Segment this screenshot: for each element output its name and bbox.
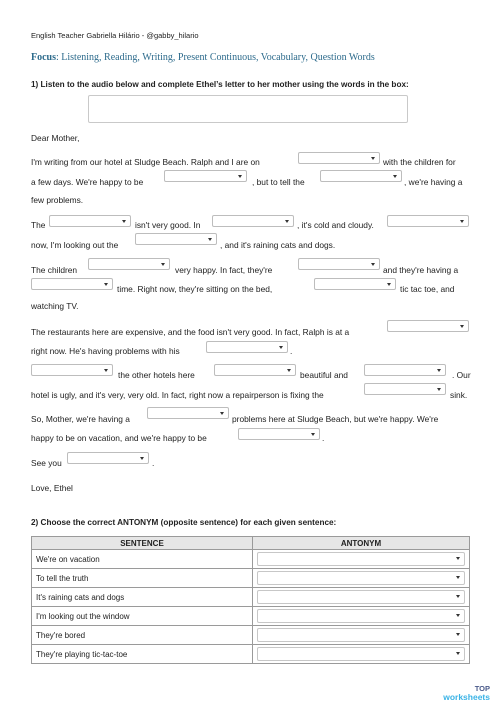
sentence-cell: We're on vacation xyxy=(32,550,253,569)
letter-text: , we're having a xyxy=(404,177,463,187)
blank-dropdown-4[interactable] xyxy=(49,215,131,227)
antonym-dropdown[interactable] xyxy=(257,609,465,623)
salutation: Dear Mother, xyxy=(31,133,80,143)
blank-dropdown-16[interactable] xyxy=(364,364,446,376)
letter-text: few problems. xyxy=(31,195,84,205)
blank-dropdown-11[interactable] xyxy=(314,278,396,290)
antonym-cell xyxy=(253,588,470,607)
letter-text: , it's cold and cloudy. xyxy=(297,220,374,230)
letter-text: with the children for xyxy=(383,157,456,167)
letter-text: happy to be on vacation, and we're happy to be xyxy=(31,433,207,443)
section2-title: 2) Choose the correct ANTONYM (opposite sentence) for each given sentence: xyxy=(31,518,337,527)
letter-text: now, I'm looking out the xyxy=(31,240,119,250)
blank-dropdown-15[interactable] xyxy=(214,364,296,376)
logo-top: TOP xyxy=(474,684,490,693)
audio-player[interactable] xyxy=(88,95,408,123)
antonym-table xyxy=(31,536,470,664)
blank-dropdown-19[interactable] xyxy=(238,428,320,440)
blank-dropdown-2[interactable] xyxy=(164,170,247,182)
letter-text: The children xyxy=(31,265,78,275)
antonym-cell xyxy=(253,645,470,664)
focus-text: : Listening, Reading, Writing, Present Continuous, Vocabulary, Question Words xyxy=(56,52,375,63)
letter-text: the other hotels here xyxy=(118,370,195,380)
table-row xyxy=(32,645,470,664)
letter-text: The xyxy=(31,220,46,230)
blank-dropdown-8[interactable] xyxy=(88,258,170,270)
letter-text: . xyxy=(290,346,293,356)
column-header-antonym: ANTONYM xyxy=(253,537,470,550)
antonym-dropdown[interactable] xyxy=(257,552,465,566)
blank-dropdown-7[interactable] xyxy=(135,233,217,245)
letter-text: sink. xyxy=(450,390,468,400)
column-header-sentence: SENTENCE xyxy=(32,537,253,550)
antonym-dropdown[interactable] xyxy=(257,647,465,661)
antonym-cell xyxy=(253,626,470,645)
topworksheets-logo xyxy=(443,685,490,701)
antonym-cell xyxy=(253,607,470,626)
table-row xyxy=(32,550,470,569)
letter-text: problems here at Sludge Beach, but we're happy. We're xyxy=(232,414,439,424)
letter-text: tic tac toe, and xyxy=(400,284,455,294)
letter-text: time. Right now, they're sitting on the bed, xyxy=(117,284,273,294)
antonym-cell xyxy=(253,569,470,588)
blank-dropdown-9[interactable] xyxy=(298,258,380,270)
focus-line xyxy=(31,52,375,63)
blank-dropdown-10[interactable] xyxy=(31,278,113,290)
closing: Love, Ethel xyxy=(31,483,73,493)
blank-dropdown-20[interactable] xyxy=(67,452,149,464)
antonym-cell xyxy=(253,550,470,569)
letter-text: So, Mother, we're having a xyxy=(31,414,130,424)
sentence-cell: They're bored xyxy=(32,626,253,645)
author-header: English Teacher Gabriella Hilário - @gabby_hilario xyxy=(31,31,199,40)
table-row xyxy=(32,588,470,607)
blank-dropdown-3[interactable] xyxy=(320,170,402,182)
letter-text: . xyxy=(322,433,325,443)
sentence-cell: They're playing tic-tac-toe xyxy=(32,645,253,664)
sentence-cell: It's raining cats and dogs xyxy=(32,588,253,607)
sentence-cell: To tell the truth xyxy=(32,569,253,588)
letter-text: hotel is ugly, and it's very, very old. In fact, right now a repairperson is fixing the xyxy=(31,390,324,400)
letter-text: The restaurants here are expensive, and the food isn't very good. In fact, Ralph is at a xyxy=(31,327,350,337)
letter-text: , but to tell the xyxy=(252,177,305,187)
letter-text: See you xyxy=(31,458,62,468)
blank-dropdown-14[interactable] xyxy=(31,364,113,376)
logo-brand: worksheets xyxy=(443,692,490,702)
blank-dropdown-5[interactable] xyxy=(212,215,294,227)
letter-text: I'm writing from our hotel at Sludge Beach. Ralph and I are on xyxy=(31,157,260,167)
letter-text: and they're having a xyxy=(383,265,459,275)
table-row xyxy=(32,569,470,588)
letter-text: , and it's raining cats and dogs. xyxy=(220,240,336,250)
section1-title: 1) Listen to the audio below and complete Ethel’s letter to her mother using the words in the box: xyxy=(31,80,409,89)
blank-dropdown-18[interactable] xyxy=(147,407,229,419)
antonym-dropdown[interactable] xyxy=(257,590,465,604)
blank-dropdown-17[interactable] xyxy=(364,383,446,395)
letter-text: beautiful and xyxy=(300,370,348,380)
blank-dropdown-6[interactable] xyxy=(387,215,469,227)
blank-dropdown-13[interactable] xyxy=(206,341,288,353)
blank-dropdown-12[interactable] xyxy=(387,320,469,332)
letter-text: watching TV. xyxy=(31,301,79,311)
letter-text: a few days. We're happy to be xyxy=(31,177,144,187)
letter-text: right now. He's having problems with his xyxy=(31,346,180,356)
table-row xyxy=(32,626,470,645)
focus-label: Focus xyxy=(31,52,56,63)
letter-text: . Our xyxy=(452,370,471,380)
blank-dropdown-1[interactable] xyxy=(298,152,380,164)
letter-text: very happy. In fact, they're xyxy=(175,265,273,275)
table-row xyxy=(32,607,470,626)
antonym-dropdown[interactable] xyxy=(257,571,465,585)
antonym-dropdown[interactable] xyxy=(257,628,465,642)
letter-text: . xyxy=(152,458,155,468)
sentence-cell: I'm looking out the window xyxy=(32,607,253,626)
letter-text: isn't very good. In xyxy=(135,220,201,230)
